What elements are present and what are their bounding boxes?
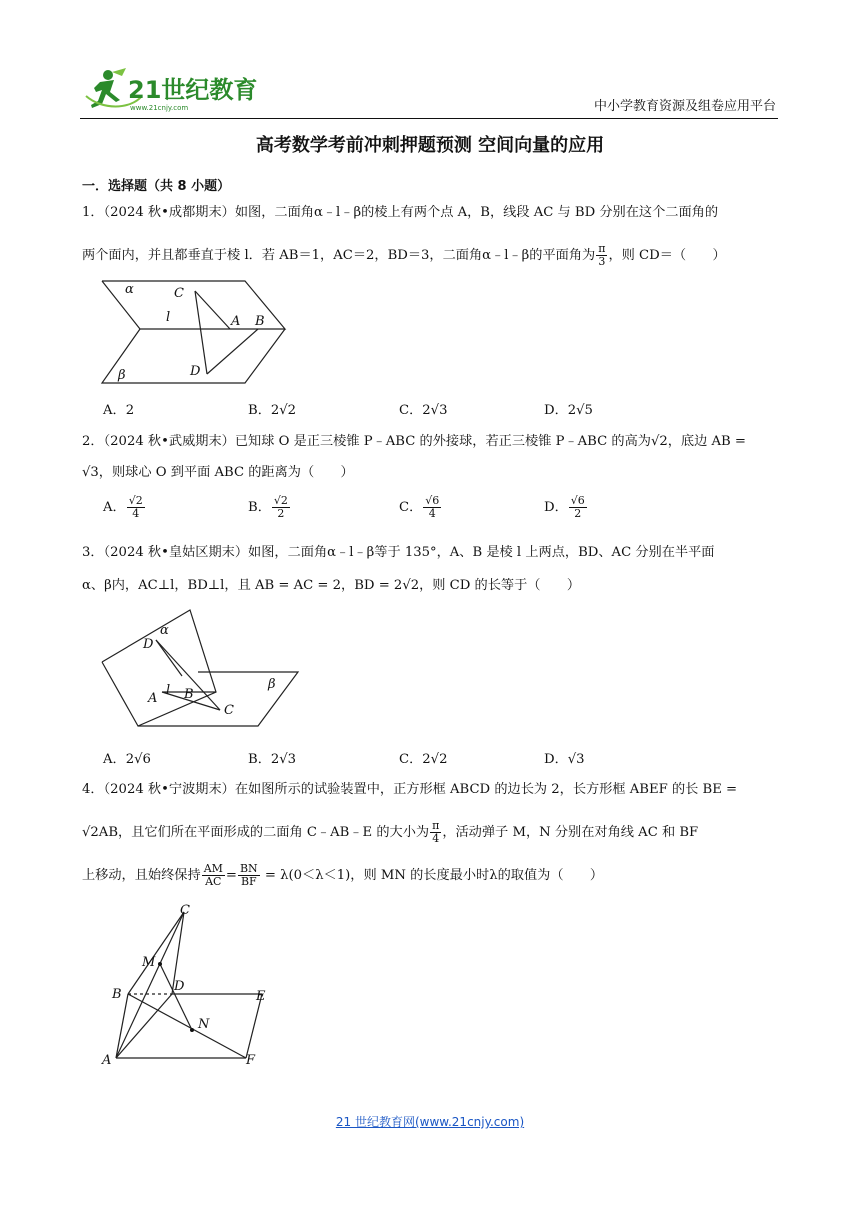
q2-option-a-den: 4 — [132, 507, 140, 520]
q4-label-f: F — [246, 1053, 256, 1068]
q1-option-c: C．2√3 — [399, 403, 448, 418]
q1-label-l: l — [166, 310, 171, 325]
q1-line-2 — [82, 243, 726, 268]
q1-frac-num: π — [598, 242, 606, 255]
q4-frac2-den: AC — [205, 875, 222, 888]
q4-label-a: A — [102, 1053, 112, 1068]
q4-equals: = — [225, 868, 237, 883]
q2-line-2: √3，则球心 O 到平面 ABC 的距离为（ ） — [82, 465, 354, 480]
q2-option-b-den: 2 — [277, 507, 285, 520]
q3-label-alpha: α — [160, 623, 169, 638]
footer — [0, 1113, 860, 1130]
header-divider — [80, 118, 778, 119]
q1-label-alpha: α — [125, 282, 134, 297]
q4-line-2-tail: ，活动弹子 M，N 分别在对角线 AC 和 BF — [442, 825, 699, 840]
q2-option-d-num: √6 — [570, 494, 585, 507]
q4-label-n: N — [198, 1017, 210, 1032]
q1-label-b: B — [255, 314, 265, 329]
q4-label-e: E — [256, 989, 266, 1004]
q3-line-1: 3．（2024 秋•皇姑区期末）如图，二面角α﹣l﹣β等于 135°，A、B 是棱 l 上两点，BD、AC 分别在半平面 — [82, 545, 715, 560]
q1-label-a: A — [231, 314, 241, 329]
q4-label-b: B — [112, 987, 122, 1002]
q4-label-c: C — [180, 903, 190, 918]
logo-url: www.21cnjy.com — [130, 104, 189, 112]
q4-fraction-am-ac — [202, 863, 225, 888]
q4-line-1: 4．（2024 秋•宁波期末）在如图所示的试验装置中，正方形框 ABCD 的边长为 2，长方形框 ABEF 的长 BE = — [82, 782, 738, 797]
q1-line-2-text: 两个面内，并且都垂直于棱 l．若 AB＝1，AC＝2，BD＝3，二面角α﹣l﹣β的平面角为 — [82, 248, 596, 263]
section-heading: 一．选择题（共 8 小题） — [82, 179, 231, 194]
q4-label-d: D — [174, 979, 185, 994]
q4-label-m: M — [142, 955, 156, 970]
q3-label-b: B — [184, 687, 194, 702]
q2-option-d — [544, 495, 588, 520]
q2-option-b-label: B． — [248, 500, 271, 515]
q3-option-d: D．√3 — [544, 752, 585, 767]
q2-option-a-num: √2 — [128, 494, 143, 507]
q2-option-a-label: A． — [103, 500, 126, 515]
q4-frac3-num: BN — [239, 862, 258, 875]
q3-line-2: α、β内，AC⊥l，BD⊥l，且 AB = AC = 2，BD = 2√2，则 CD 的长等于（ ） — [82, 578, 581, 593]
q4-fraction-bn-bf — [238, 863, 260, 888]
q1-fraction — [596, 243, 607, 268]
q2-option-d-label: D． — [544, 500, 568, 515]
footer-link[interactable]: 21 世纪教育网(www.21cnjy.com) — [335, 1115, 525, 1129]
q3-label-a: A — [148, 691, 158, 706]
q1-option-a: A．2 — [103, 403, 135, 418]
q3-label-beta: β — [268, 677, 276, 692]
logo — [82, 66, 257, 116]
page-title: 高考数学考前冲刺押题预测 空间向量的应用 — [255, 135, 605, 156]
q2-line-1: 2．（2024 秋•武威期末）已知球 O 是正三棱锥 P﹣ABC 的外接球，若正三棱锥 P﹣ABC 的高为√2，底边 AB = — [82, 434, 746, 449]
q3-label-d: D — [143, 637, 154, 652]
q2-option-d-den: 2 — [574, 507, 582, 520]
q1-line-2-tail: ，则 CD＝（ ） — [608, 248, 726, 263]
q4-line-3 — [82, 863, 603, 888]
q1-label-beta: β — [118, 368, 126, 383]
q1-option-b: B．2√2 — [248, 403, 297, 418]
q1-line-1: 1．（2024 秋•成都期末）如图，二面角α﹣l﹣β的棱上有两个点 A，B，线段 AC 与 BD 分别在这个二面角的 — [82, 205, 719, 220]
q4-frac3-den: BF — [240, 875, 257, 888]
q3-label-l: l — [166, 683, 171, 698]
q2-option-c-label: C． — [399, 500, 423, 515]
q1-figure — [100, 279, 290, 386]
q4-fraction-angle — [430, 820, 441, 845]
q3-label-c: C — [224, 703, 234, 718]
q2-option-c-num: √6 — [425, 494, 440, 507]
q3-option-b: B．2√3 — [248, 752, 297, 767]
q1-label-d: D — [190, 364, 201, 379]
q4-line-3-tail: = λ(0＜λ＜1)，则 MN 的长度最小时λ的取值为（ ） — [260, 868, 604, 883]
q4-line-3-text: 上移动，且始终保持 — [82, 868, 201, 883]
q2-option-c — [399, 495, 442, 520]
q1-frac-den: 3 — [598, 255, 606, 268]
q4-frac-den: 4 — [432, 832, 440, 845]
q1-label-c: C — [174, 286, 184, 301]
q3-option-a: A．2√6 — [103, 752, 151, 767]
q4-line-2-text: √2AB，且它们所在平面形成的二面角 C﹣AB﹣E 的大小为 — [82, 825, 430, 840]
q1-option-d: D．2√5 — [544, 403, 593, 418]
q2-option-b — [248, 495, 291, 520]
logo-text: 21世纪教育 — [128, 76, 257, 104]
q4-line-2 — [82, 820, 698, 845]
q2-option-a — [103, 495, 146, 520]
q4-frac2-num: AM — [203, 862, 223, 875]
q2-option-c-den: 4 — [428, 507, 436, 520]
q3-option-c: C．2√2 — [399, 752, 448, 767]
q2-option-b-num: √2 — [273, 494, 288, 507]
q4-frac-num: π — [432, 819, 440, 832]
q4-figure — [100, 902, 275, 1070]
header-platform-text: 中小学教育资源及组卷应用平台 — [593, 99, 776, 114]
q3-figure — [100, 606, 300, 728]
